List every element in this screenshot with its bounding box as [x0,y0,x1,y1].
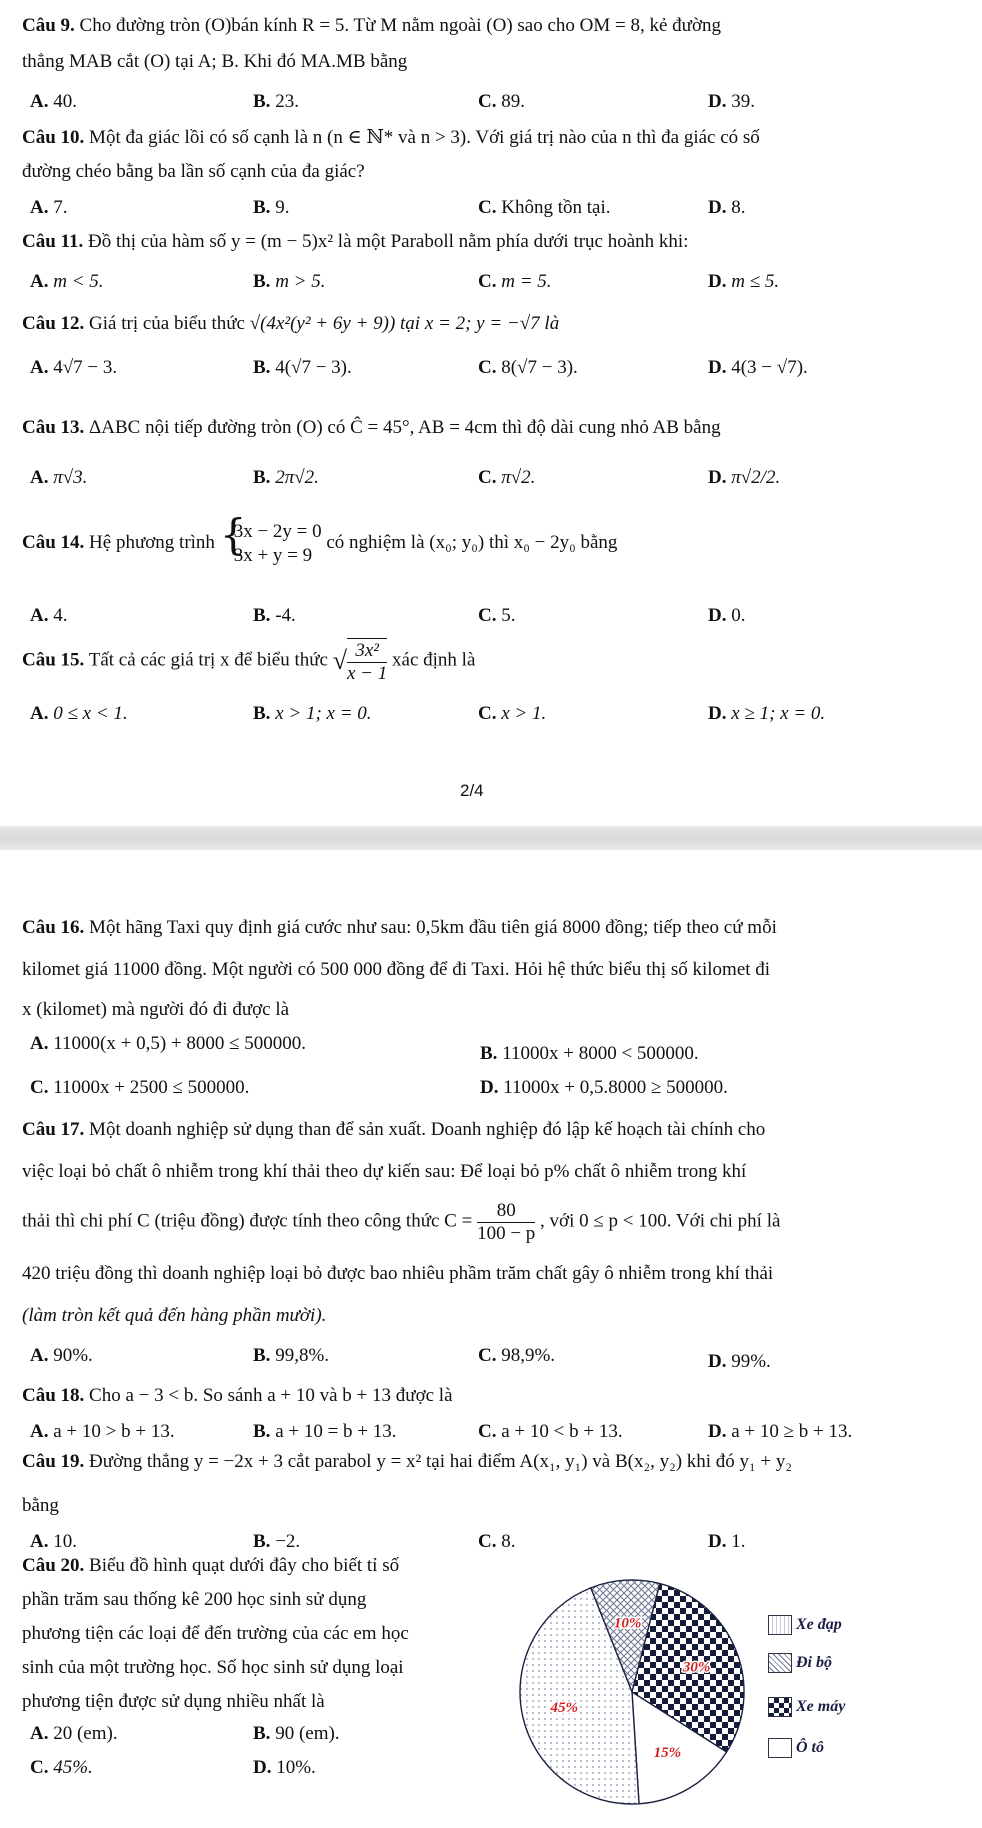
question-11-text: Đồ thị của hàm số y = (m − 5)x² là một Paraboll nằm phía dưới trục hoành khi: [88,231,689,252]
question-18-number: Câu 18. [22,1385,85,1406]
question-13-number: Câu 13. [22,417,85,438]
question-13-text: ΔABC nội tiếp đường tròn (O) có Ĉ = 45°, AB = 4cm thì độ dài cung nhỏ AB bằng [89,417,721,438]
q17-option-a[interactable]: A. 90%. [30,1345,93,1366]
q14-option-a[interactable]: A. 4. [30,605,68,626]
question-17-line-4: 420 triệu đồng thì doanh nghiệp loại bỏ được bao nhiêu phầm trăm chất gây ô nhiễm trong khí thải [22,1263,774,1284]
q13-option-b[interactable]: B. 2π√2. [253,467,319,488]
question-19-line-2: bằng [22,1495,59,1516]
question-16-number: Câu 16. [22,917,85,938]
fraction-numerator: 3x² [347,640,387,663]
fraction-numerator: 80 [477,1200,535,1223]
legend-swatch-di-bo [768,1653,792,1673]
fraction-denominator: 100 − p [477,1222,536,1244]
question-11-number: Câu 11. [22,231,84,252]
q14-option-b[interactable]: B. -4. [253,605,296,626]
q14-option-d[interactable]: D. 0. [708,605,746,626]
q9-option-a[interactable]: A. 40. [30,91,77,112]
q12-option-c[interactable]: C. 8(√7 − 3). [478,357,578,378]
q11-option-b[interactable]: B. m > 5. [253,271,326,292]
legend-swatch-o-to [768,1738,792,1758]
question-12-text-post: tại x = 2; y = −√7 là [400,313,560,334]
question-20-line-2: phần trăm sau thống kê 200 học sinh sử dụng [22,1589,367,1610]
q20-option-b[interactable]: B. 90 (em). [253,1723,340,1744]
question-15-text-pre: Tất cả các giá trị x để biểu thức [88,649,328,671]
question-12-number: Câu 12. [22,313,85,334]
legend-label-di-bo: Đi bộ [796,1654,832,1671]
question-16-line-3: x (kilomet) mà người đó đi được là [22,999,290,1020]
question-20-number: Câu 20. [22,1555,85,1576]
q9-option-b[interactable]: B. 23. [253,91,299,112]
q20-option-c[interactable]: C. 45%. [30,1757,93,1778]
question-17-line-2: việc loại bỏ chất ô nhiễm trong khí thải theo dự kiến sau: Để loại bỏ p% chất ô nhiễm trong khí [22,1161,747,1182]
q9-option-d[interactable]: D. 39. [708,91,755,112]
equation-system [220,520,322,568]
q15-option-b[interactable]: B. x > 1; x = 0. [253,703,372,724]
sqrt-fraction [347,638,387,685]
legend-label-xe-dap: Xe đạp [796,1616,842,1633]
question-16-text: Một hãng Taxi quy định giá cước như sau: 0,5km đầu tiên giá 8000 đồng; tiếp theo cứ mỗi [89,917,777,938]
question-16-line-2: kilomet giá 11000 đồng. Một người có 500 000 đồng để đi Taxi. Hỏi hệ thức biểu thị số kilomet đi [22,959,771,980]
question-9-number: Câu 9. [22,15,75,36]
question-14-line-1 [22,520,617,568]
question-10-number: Câu 10. [22,127,85,148]
q15-option-c[interactable]: C. x > 1. [478,703,547,724]
question-9-text: Cho đường tròn (O)bán kính R = 5. Từ M nằm ngoài (O) sao cho OM = 8, kẻ đường [79,15,722,36]
question-11-line-1 [22,230,688,254]
question-20-line-5: phương tiện được sử dụng nhiều nhất là [22,1691,325,1712]
q19-option-c[interactable]: C. 8. [478,1531,516,1552]
question-17-text3-post: , với 0 ≤ p < 100. Với chi phí là [540,1210,781,1232]
question-17-text: Một doanh nghiệp sử dụng than để sản xuất. Doanh nghiệp đó lập kế hoạch tài chính cho [89,1119,766,1140]
question-14-text-pre: Hệ phương trình [89,532,215,554]
question-18-text: Cho a − 3 < b. So sánh a + 10 và b + 13 được là [89,1385,453,1406]
question-20-line-1 [22,1554,399,1578]
q16-option-c[interactable]: C. 11000x + 2500 ≤ 500000. [30,1077,250,1098]
q20-option-a[interactable]: A. 20 (em). [30,1723,118,1744]
question-13-line-1 [22,416,721,440]
q18-option-b[interactable]: B. a + 10 = b + 13. [253,1421,397,1442]
fraction-denominator: x − 1 [347,662,388,684]
q10-option-c[interactable]: C. Không tồn tại. [478,197,611,218]
legend-label-xe-may: Xe máy [796,1698,846,1715]
q16-option-d[interactable]: D. 11000x + 0,5.8000 ≥ 500000. [480,1077,728,1098]
cost-fraction [477,1200,535,1245]
question-15-text-post: xác định là [392,649,476,671]
question-16-line-1 [22,916,777,940]
question-10-line-2: đường chéo bằng ba lần số cạnh của đa giác? [22,161,365,182]
equation-1: { 3x − 2y = 0 [233,521,322,542]
legend-label-o-to: Ô tô [796,1739,824,1756]
question-14-text-post: có nghiệm là (x₀; y₀) thì x₀ − 2y₀ bằng [326,532,618,554]
q20-option-d[interactable]: D. 10%. [253,1757,316,1778]
q14-option-c[interactable]: C. 5. [478,605,516,626]
q12-option-b[interactable]: B. 4(√7 − 3). [253,357,352,378]
page-separator [0,826,982,850]
q16-option-b[interactable]: B. 11000x + 8000 < 500000. [480,1043,699,1064]
pie-chart [512,1572,752,1812]
q19-option-a[interactable]: A. 10. [30,1531,77,1552]
pie-label-đi-bộ: 10% [613,1615,642,1632]
question-12-text-pre: Giá trị của biểu thức [89,313,245,334]
q17-option-c[interactable]: C. 98,9%. [478,1345,556,1366]
q10-option-a[interactable]: A. 7. [30,197,68,218]
page-1 [0,0,982,826]
q10-option-d[interactable]: D. 8. [708,197,746,218]
legend-swatch-xe-dap [768,1615,792,1635]
question-20-line-4: sinh của một trường học. Số học sinh sử dụng loại [22,1657,404,1678]
question-19-text: Đường thẳng y = −2x + 3 cắt parabol y = x² tại hai điểm A(x₁, y₁) và B(x₂, y₂) khi đó y₁ + y₂ [89,1451,793,1472]
q18-option-a[interactable]: A. a + 10 > b + 13. [30,1421,175,1442]
q11-option-a[interactable]: A. m < 5. [30,271,104,292]
q17-option-b[interactable]: B. 99,8%. [253,1345,330,1366]
question-17-number: Câu 17. [22,1119,85,1140]
question-17-text3-pre: thải thì chi phí C (triệu đồng) được tính theo công thức C = [22,1210,473,1232]
page-number: 2/4 [460,781,484,800]
q13-option-c[interactable]: C. π√2. [478,467,536,488]
question-20-text: Biểu đồ hình quạt dưới đây cho biết tỉ số [89,1555,400,1576]
question-18-line-1 [22,1384,453,1408]
q15-option-a[interactable]: A. 0 ≤ x < 1. [30,703,128,724]
q11-option-d[interactable]: D. m ≤ 5. [708,271,780,292]
pie-label-ô-tô: 15% [653,1744,682,1761]
q18-option-c[interactable]: C. a + 10 < b + 13. [478,1421,623,1442]
question-10-line-1 [22,126,760,150]
question-9-line-1 [22,14,721,38]
question-19-line-1 [22,1450,792,1474]
question-17-line-5: (làm tròn kết quả đến hàng phần mười). [22,1305,327,1326]
equation-2: 3x + y = 9 [233,544,313,566]
question-9-line-2: thẳng MAB cắt (O) tại A; B. Khi đó MA.MB bằng [22,51,408,72]
question-12-expression: √(4x²(y² + 6y + 9)) [249,313,396,334]
q19-option-d[interactable]: D. 1. [708,1531,746,1552]
question-20-line-3: phương tiện các loại để đến trường của các em học [22,1623,409,1644]
q18-option-d[interactable]: D. a + 10 ≥ b + 13. [708,1421,853,1442]
question-15-line-1: Câu 15. Tất cả các giá trị x để biểu thức √ $\frac{\text{3x²}}{x - 1}$ xác định là [22,640,476,684]
question-10-text: Một đa giác lồi có số cạnh là n (n ∈ ℕ* và n > 3). Với giá trị nào của n thì đa giác có số [89,127,760,148]
q11-option-c[interactable]: C. m = 5. [478,271,552,292]
q15-option-d[interactable]: D. x ≥ 1; x = 0. [708,703,826,724]
page-2 [0,850,982,1828]
q13-option-a[interactable]: A. π√3. [30,467,88,488]
pie-label-xe-máy: 30% [682,1659,711,1676]
q16-option-a[interactable]: A. 11000(x + 0,5) + 8000 ≤ 500000. [30,1033,307,1054]
q19-option-b[interactable]: B. −2. [253,1531,301,1552]
question-17-line-3 [22,1200,780,1245]
q12-option-a[interactable]: A. 4√7 − 3. [30,357,118,378]
q17-option-d[interactable]: D. 99%. [708,1351,771,1372]
legend-swatch-xe-may [768,1697,792,1717]
pie-label-xe-đạp: 45% [550,1700,578,1717]
q13-option-d[interactable]: D. π√2/2. [708,467,781,488]
q12-option-d[interactable]: D. 4(3 − √7). [708,357,808,378]
question-14-number: Câu 14. [22,532,85,554]
q9-option-c[interactable]: C. 89. [478,91,525,112]
question-17-line-1 [22,1118,765,1142]
question-15-number: Câu 15. [22,649,85,671]
question-19-number: Câu 19. [22,1451,85,1472]
question-12-line-1 [22,312,559,336]
q10-option-b[interactable]: B. 9. [253,197,290,218]
